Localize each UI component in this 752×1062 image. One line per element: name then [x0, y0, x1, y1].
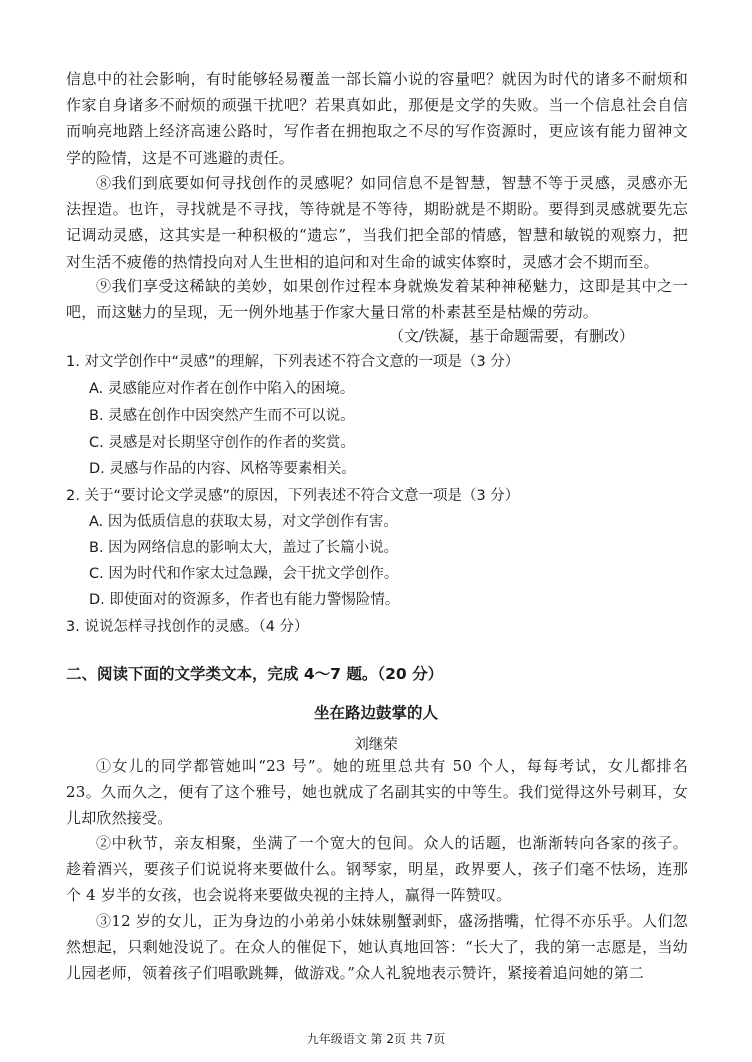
story-paragraph-1: ①女儿的同学都管她叫“23 号”。她的班里总共有 50 个人，每每考试，女儿都排名 23。久而久之，便有了这个雅号，她也就成了名副其实的中等生。我们觉得这外号刺耳，女儿却欣然接受。 [66, 757, 688, 828]
passage-paragraph-9: ⑨我们享受这稀缺的美妙，如果创作过程本身就焕发着某种神秘魅力，这即是其中之一吧，而这魅力的呈现，无一例外地基于作家大量日常的朴素甚至是枯燥的劳动。 [66, 277, 688, 322]
passage-source: （文/铁凝，基于命题需要，有删改） [388, 327, 634, 345]
question-1-option-d: D. 灵感与作品的内容、风格等要素相关。 [89, 461, 356, 477]
section-heading: 二、阅读下面的文学类文本，完成 4～7 题。（20 分） [66, 665, 444, 683]
passage-paragraph-8: ⑧我们到底要如何寻找创作的灵感呢？如同信息不是智慧，智慧不等于灵感，灵感亦无法捏造。也许，寻找就是不寻找，等待就是不等待，期盼就是不期盼。要得到灵感就要先忘记调动灵感，这其实是一种积极的“遗忘”，当我们把全部的情感，智慧和敏锐的观察力，把对生活不疲倦的热情投向对人生世相的追问和对生命的诚实体察时，灵感才会不期而至。 [66, 174, 688, 271]
question-1: 1. 对文学创作中“灵感”的理解，下列表述不符合文意的一项是（3 分） [66, 354, 520, 370]
story-author: 刘继荣 [354, 737, 398, 753]
question-2-option-a: A. 因为低质信息的获取太易，对文学创作有害。 [89, 514, 398, 530]
question-1-option-b: B. 灵感在创作中因突然产生而不可以说。 [89, 408, 355, 424]
question-2-option-b: B. 因为网络信息的影响太大，盖过了长篇小说。 [89, 540, 399, 556]
story-title: 坐在路边鼓掌的人 [313, 704, 438, 722]
question-1-option-c: C. 灵感是对长期坚守创作的作者的奖赏。 [89, 435, 355, 451]
question-1-option-a: A. 灵感能应对作者在创作中陷入的困境。 [89, 381, 355, 397]
page-footer: 九年级语文 第 2页 共 7页 [306, 1032, 446, 1046]
story-paragraph-2: ②中秋节，亲友相聚，坐满了一个宽大的包间。众人的话题，也渐渐转向各家的孩子。趁着酒兴，要孩子们说说将来要做什么。钢琴家，明星，政界要人，孩子们毫不怯场，连那个 4 岁半的女孩，也会说将来要做央视的主持人，赢得一阵赞叹。 [66, 834, 688, 905]
question-3: 3. 说说怎样寻找创作的灵感。（4 分） [66, 619, 309, 635]
question-2-option-d: D. 即使面对的资源多，作者也有能力警惕险情。 [89, 592, 400, 608]
story-paragraph-3: ③12 岁的女儿，正为身边的小弟弟小妹妹剔蟹剥虾，盛汤揩嘴，忙得不亦乐乎。人们忽然想起，只剩她没说了。在众人的催促下，她认真地回答：“长大了，我的第一志愿是，当幼儿园老师，领着孩子们唱歌跳舞，做游戏。”众人礼貌地表示赞许，紧接着追问她的第二 [66, 912, 688, 983]
question-2-option-c: C. 因为时代和作家太过急躁，会干扰文学创作。 [89, 566, 399, 582]
question-2: 2. 关于“要讨论文学灵感”的原因，下列表述不符合文意一项是（3 分） [66, 488, 520, 504]
passage-paragraph-continued: 信息中的社会影响，有时能够轻易覆盖一部长篇小说的容量吧？就因为时代的诸多不耐烦和作家自身诸多不耐烦的顽强干扰吧？若果真如此，那便是文学的失败。当一个信息社会自信而响亮地踏上经济高速公路时，写作者在拥抱取之不尽的写作资源时，更应该有能力留神文学的险情，这是不可逃避的责任。 [66, 70, 688, 167]
